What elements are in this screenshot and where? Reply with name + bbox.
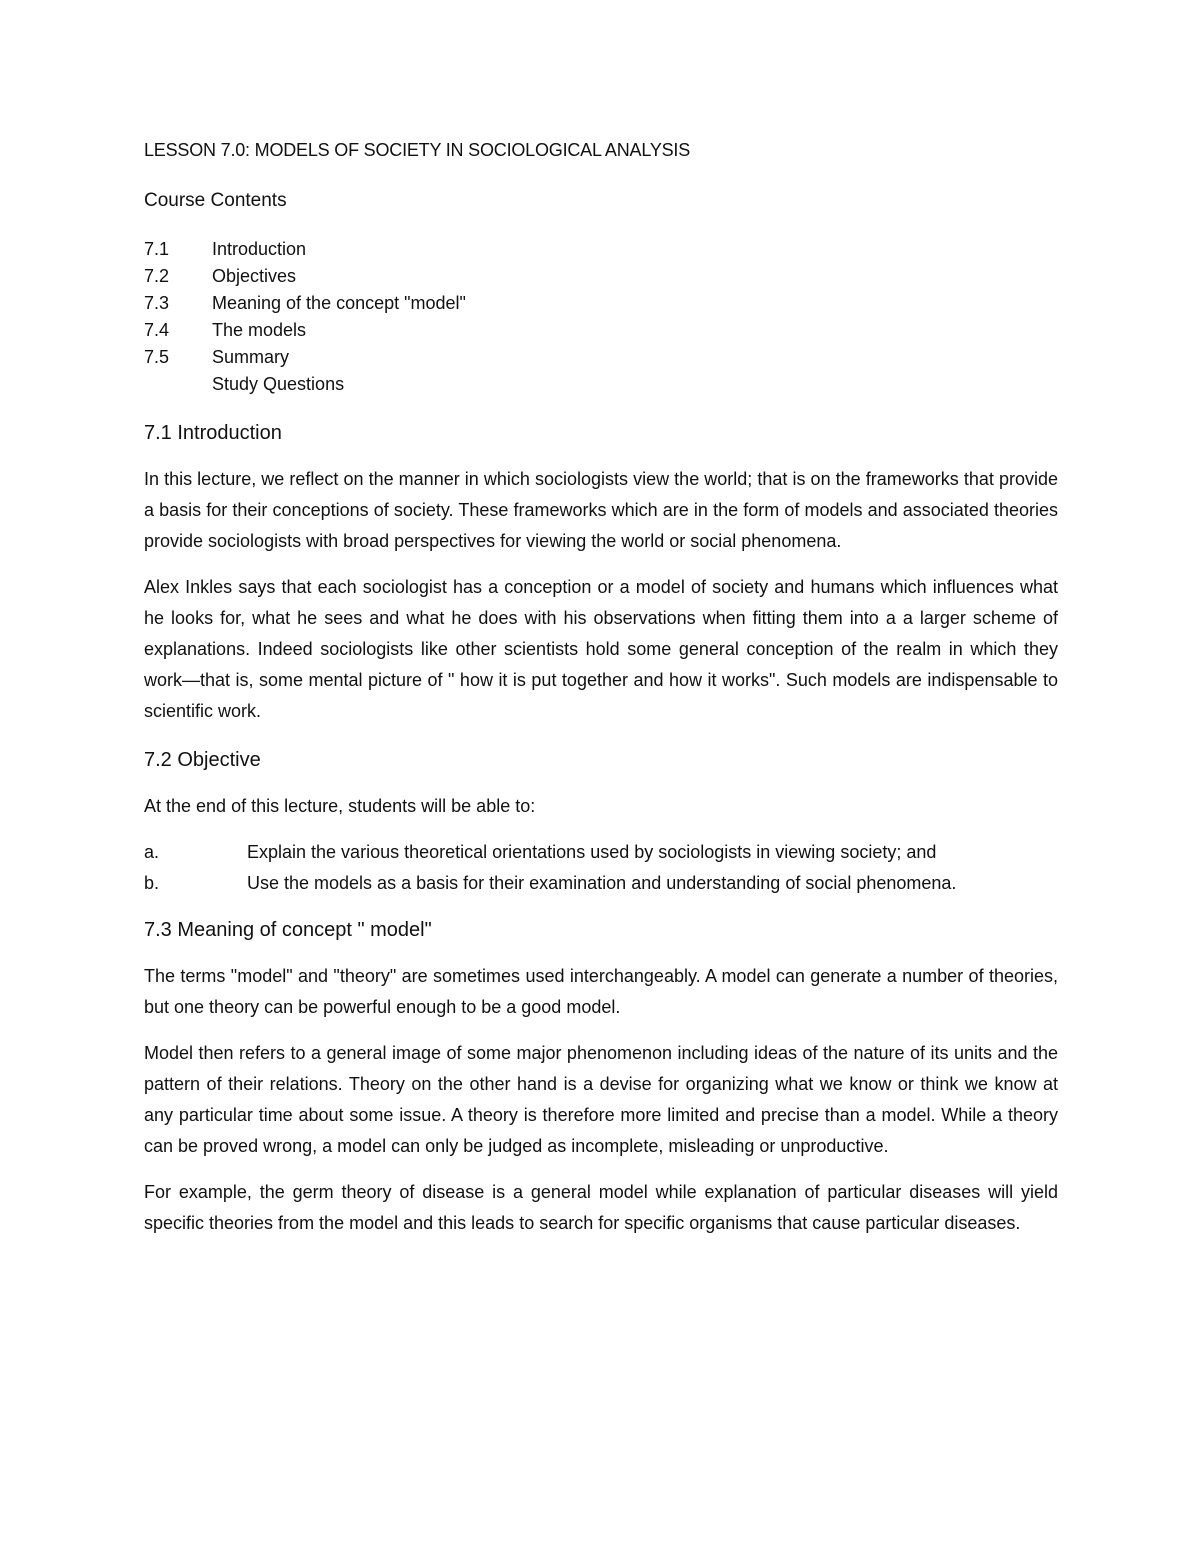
toc-item-label: Introduction <box>212 239 307 259</box>
meaning-paragraph-1: The terms "model" and "theory" are sometimes used interchangeably. A model can generate a number of theories, but one theory can be powerful enough to be a good model. <box>144 966 1058 1017</box>
toc-item-number <box>144 371 212 398</box>
objective-intro: At the end of this lecture, students will be able to: <box>144 796 536 816</box>
objective-marker: a. <box>144 842 160 862</box>
toc-item-label: Study Questions <box>212 374 345 394</box>
toc-item-label: The models <box>212 320 307 340</box>
objective-marker: b. <box>144 873 160 893</box>
toc-item-meaning <box>144 290 1058 317</box>
introduction-paragraph-2: Alex Inkles says that each sociologist has a conception or a model of society and humans which influences what he looks for, what he sees and what he does with his observations when fitting them into a a larger scheme of explanations. Indeed sociologists like other scientists hold some general conception of the realm in which they work—that is, some mental picture of " how it is put together and how it works". Such models are indispensable to scientific work. <box>144 577 1058 721</box>
lesson-title: LESSON 7.0: MODELS OF SOCIETY IN SOCIOLOGICAL ANALYSIS <box>144 140 691 160</box>
document-page <box>144 140 1058 1239</box>
toc-item-label: Objectives <box>212 266 297 286</box>
toc-item-objectives <box>144 263 1058 290</box>
table-of-contents <box>144 236 1058 398</box>
objective-item-a <box>144 837 1058 868</box>
meaning-paragraph-2: Model then refers to a general image of some major phenomenon including ideas of the nature of its units and the pattern of their relations. Theory on the other hand is a devise for organizing what we know or think we know at any particular time about some issue. A theory is therefore more limited and precise than a model. While a theory can be proved wrong, a model can only be judged as incomplete, misleading or unproductive. <box>144 1043 1058 1156</box>
toc-item-label: Summary <box>212 347 290 367</box>
toc-item-models <box>144 317 1058 344</box>
objective-text: Use the models as a basis for their examination and understanding of social phenomena. <box>247 873 957 893</box>
objective-text: Explain the various theoretical orientations used by sociologists in viewing society; and <box>247 842 937 862</box>
toc-item-summary <box>144 344 1058 371</box>
introduction-paragraph-1: In this lecture, we reflect on the manner in which sociologists view the world; that is on the frameworks that provide a basis for their conceptions of society. These frameworks which are in the form of models and associated theories provide sociologists with broad perspectives for viewing the world or social phenomena. <box>144 469 1058 551</box>
toc-item-number: 7.4 <box>144 320 170 340</box>
objective-heading: 7.2 Objective <box>144 749 261 771</box>
toc-item-label: Meaning of the concept "model" <box>212 293 466 313</box>
meaning-paragraph-3: For example, the germ theory of disease is a general model while explanation of particular diseases will yield specific theories from the model and this leads to search for specific organisms that cause particular diseases. <box>144 1182 1058 1233</box>
objective-item-b <box>144 868 1058 899</box>
toc-item-introduction <box>144 236 1058 263</box>
toc-item-number: 7.3 <box>144 293 170 313</box>
objective-list <box>144 837 1058 899</box>
toc-item-number: 7.5 <box>144 347 170 367</box>
toc-item-study-questions <box>144 371 1058 398</box>
toc-item-number: 7.1 <box>144 239 170 259</box>
toc-item-number: 7.2 <box>144 266 170 286</box>
introduction-heading: 7.1 Introduction <box>144 422 282 444</box>
meaning-heading: 7.3 Meaning of concept " model" <box>144 919 432 941</box>
course-contents-heading: Course Contents <box>144 190 287 211</box>
